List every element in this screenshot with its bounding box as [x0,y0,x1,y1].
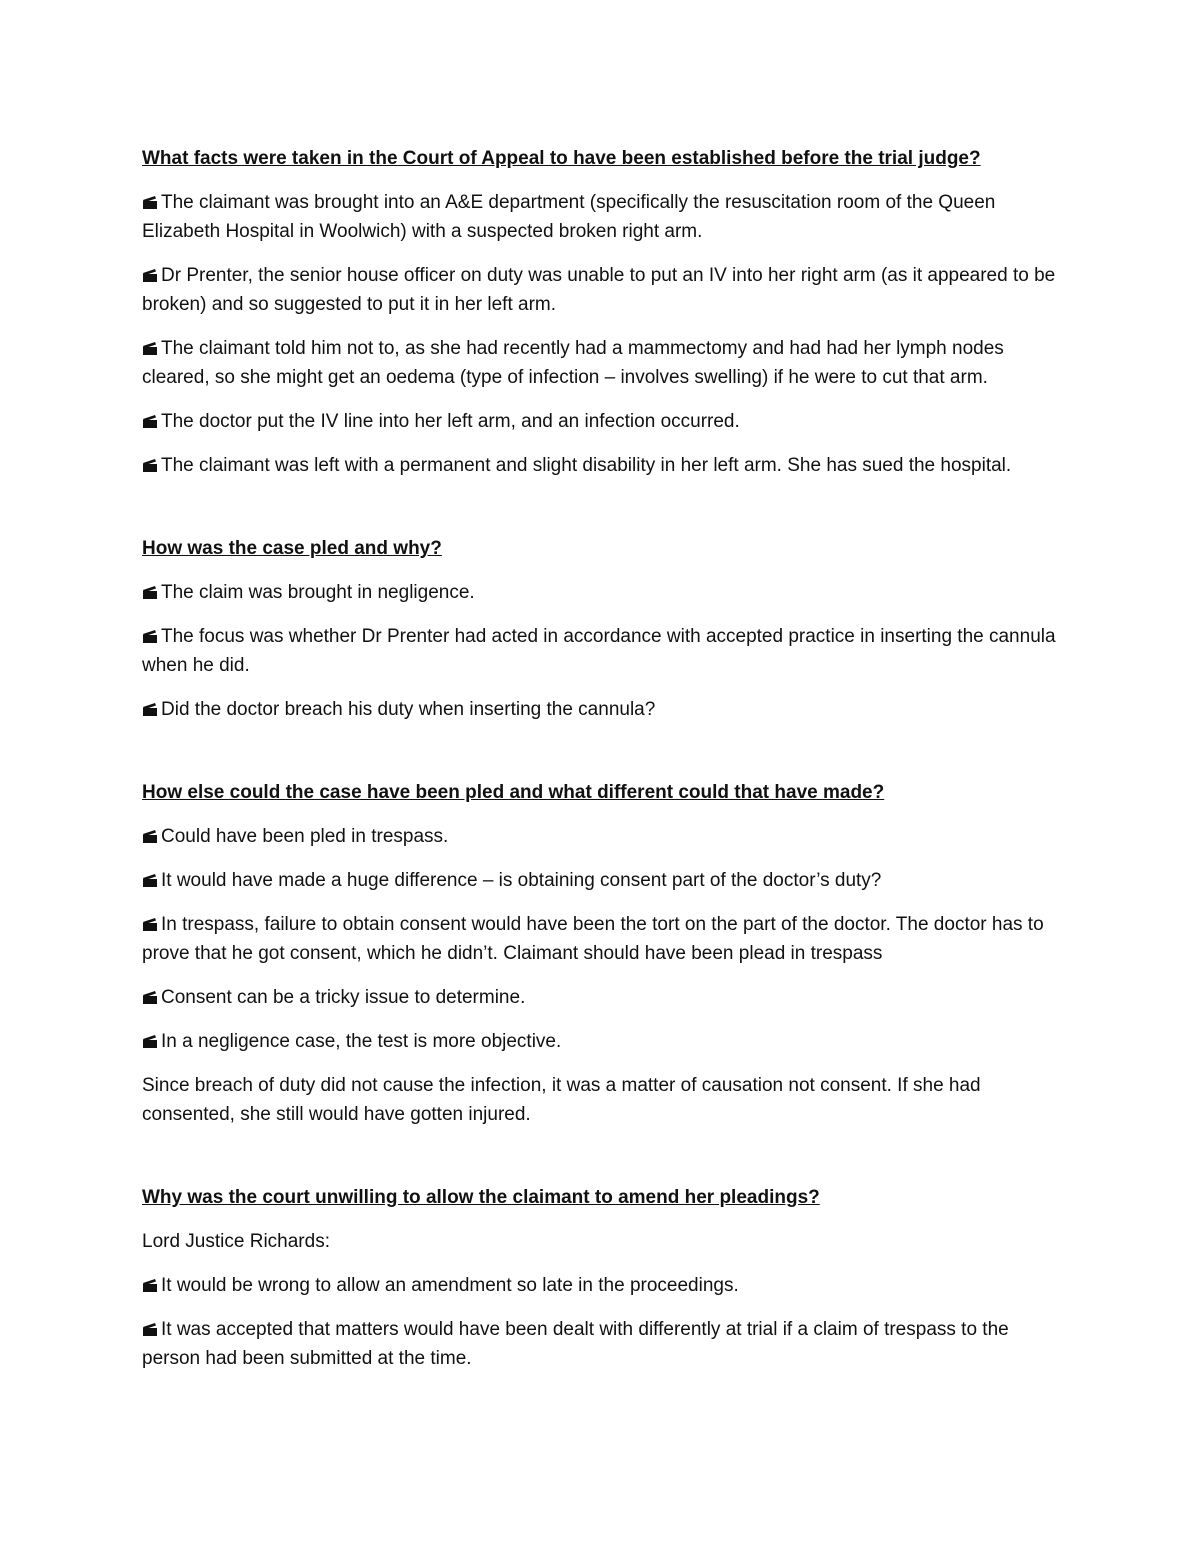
clapperboard-icon [142,918,158,931]
bullet-text: In trespass, failure to obtain consent would have been the tort on the part of the doctor. The doctor has to prove that he got consent, which he didn’t. Claimant should have been plead in trespass [142,914,1044,964]
section-pleading [142,534,1072,724]
clapperboard-icon [142,342,158,355]
bullet-paragraph [142,622,1072,680]
bullet-text: The claimant told him not to, as she had recently had a mammectomy and had had her lymph nodes cleared, so she might get an oedema (type of infection – involves swelling) if he were to cut that arm. [142,338,1004,388]
plain-paragraph: Since breach of duty did not cause the infection, it was a matter of causation not consent. If she had consented, she still would have gotten injured. [142,1075,981,1125]
clapperboard-icon [142,196,158,209]
bullet-paragraph [142,1027,1072,1056]
bullet-text: Did the doctor breach his duty when inserting the cannula? [161,699,656,720]
bullet-paragraph [142,578,1072,607]
bullet-paragraph [142,822,1072,851]
bullet-paragraph [142,983,1072,1012]
bullet-text: It would be wrong to allow an amendment so late in the proceedings. [161,1275,739,1296]
plain-paragraph: Lord Justice Richards: [142,1231,330,1252]
section-spacer [142,1144,1072,1183]
bullet-text: It was accepted that matters would have been dealt with differently at trial if a claim of trespass to the person had been submitted at the time. [142,1319,1009,1369]
clapperboard-icon [142,703,158,716]
bullet-text: Could have been pled in trespass. [161,826,449,847]
clapperboard-icon [142,1035,158,1048]
bullet-paragraph [142,866,1072,895]
bullet-paragraph [142,451,1072,480]
bullet-text: The claim was brought in negligence. [161,582,475,603]
clapperboard-icon [142,1279,158,1292]
clapperboard-icon [142,459,158,472]
clapperboard-icon [142,874,158,887]
clapperboard-icon [142,830,158,843]
bullet-text: In a negligence case, the test is more objective. [161,1031,562,1052]
section-heading: How was the case pled and why? [142,538,442,559]
section-spacer [142,495,1072,534]
bullet-text: Consent can be a tricky issue to determine. [161,987,526,1008]
clapperboard-icon [142,269,158,282]
section-facts [142,144,1072,480]
bullet-paragraph [142,695,1072,724]
clapperboard-icon [142,991,158,1004]
bullet-paragraph [142,1271,1072,1300]
bullet-paragraph [142,1315,1072,1373]
section-spacer [142,739,1072,778]
bullet-paragraph [142,910,1072,968]
clapperboard-icon [142,630,158,643]
section-heading: How else could the case have been pled and what different could that have made? [142,782,885,803]
bullet-text: Dr Prenter, the senior house officer on duty was unable to put an IV into her right arm (as it appeared to be broken) and so suggested to put it in her left arm. [142,265,1056,315]
bullet-paragraph [142,407,1072,436]
section-heading: What facts were taken in the Court of Appeal to have been established before the trial judge? [142,148,981,169]
section-heading: Why was the court unwilling to allow the claimant to amend her pleadings? [142,1187,820,1208]
bullet-paragraph [142,261,1072,319]
clapperboard-icon [142,415,158,428]
bullet-text: It would have made a huge difference – is obtaining consent part of the doctor’s duty? [161,870,882,891]
document-body [142,144,1072,1388]
bullet-text: The focus was whether Dr Prenter had acted in accordance with accepted practice in inserting the cannula when he did. [142,626,1056,676]
section-alternative [142,778,1072,1129]
section-amendment [142,1183,1072,1373]
bullet-paragraph [142,188,1072,246]
bullet-text: The doctor put the IV line into her left arm, and an infection occurred. [161,411,740,432]
bullet-text: The claimant was left with a permanent and slight disability in her left arm. She has sued the hospital. [161,455,1012,476]
bullet-paragraph [142,334,1072,392]
bullet-text: The claimant was brought into an A&E department (specifically the resuscitation room of the Queen Elizabeth Hospital in Woolwich) with a suspected broken right arm. [142,192,996,242]
clapperboard-icon [142,586,158,599]
clapperboard-icon [142,1323,158,1336]
